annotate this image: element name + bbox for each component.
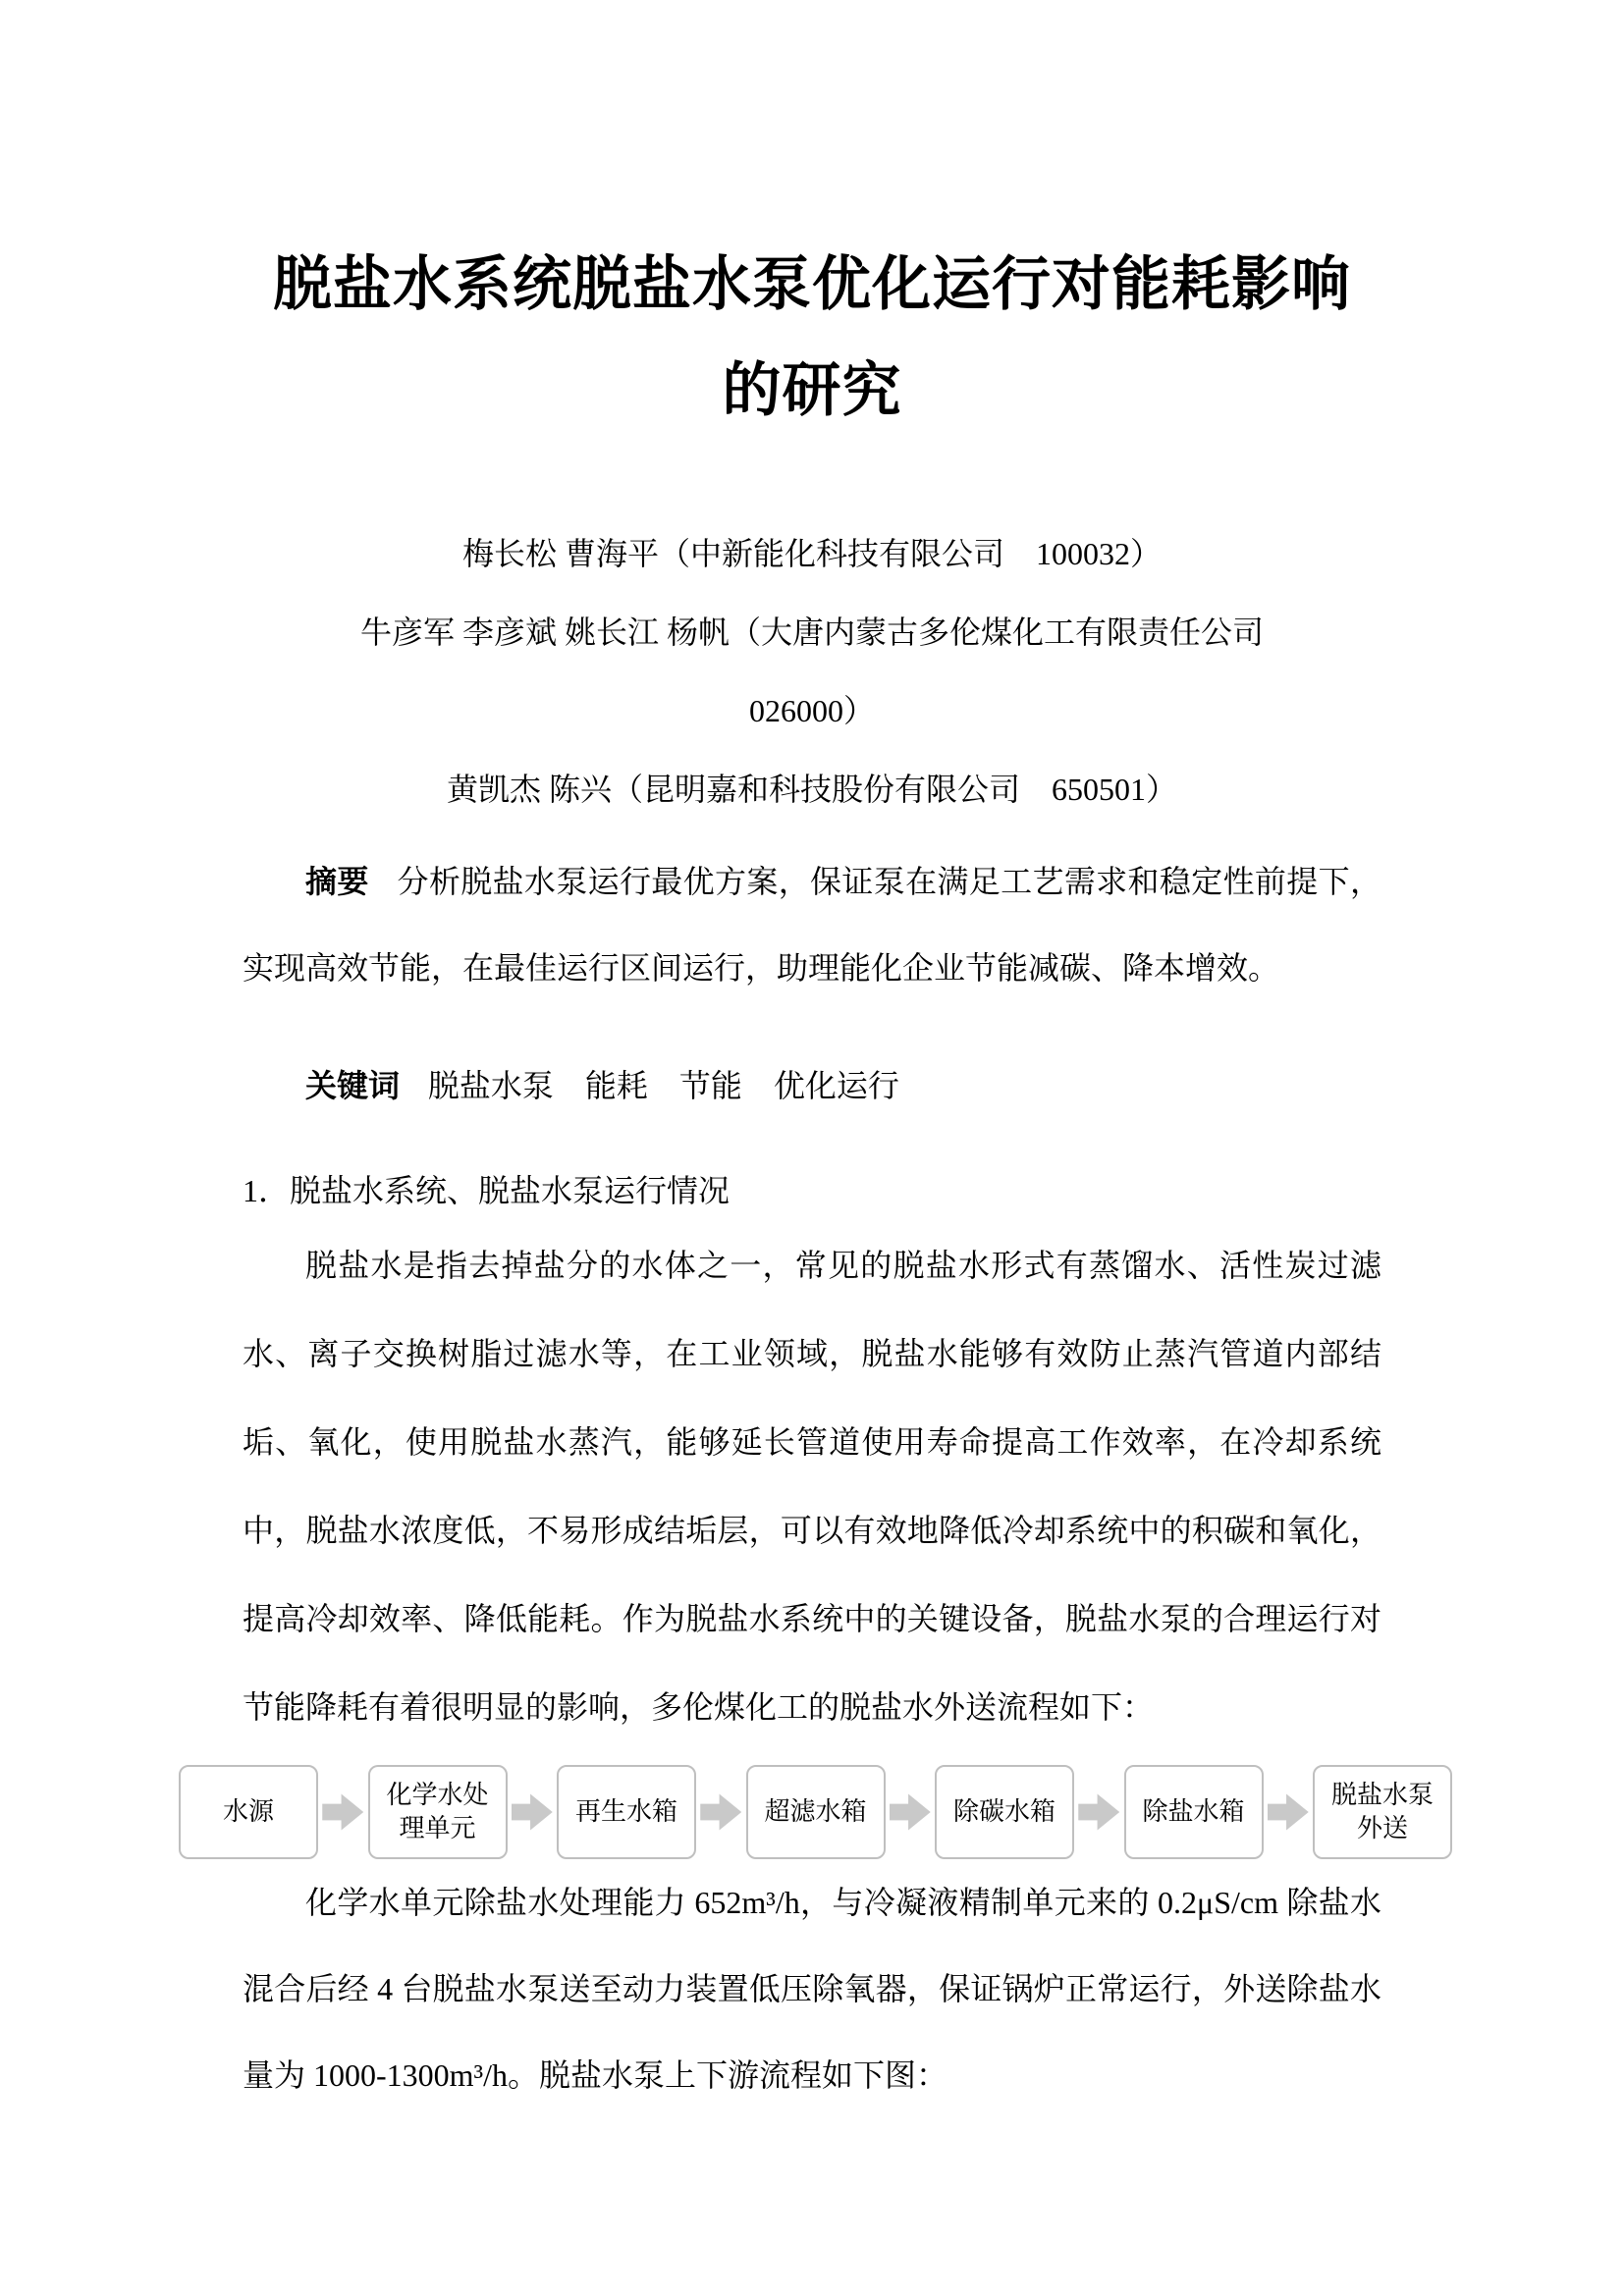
keywords-text: 脱盐水泵 能耗 节能 优化运行 — [427, 1068, 899, 1103]
flow-arrow-icon — [1078, 1790, 1119, 1834]
flow-arrow-icon — [890, 1790, 931, 1834]
body-paragraph-2: 化学水单元除盐水处理能力 652m³/h，与冷凝液精制单元来的 0.2μS/cm 除盐水混合后经 4 台脱盐水泵送至动力装置低压除氧器，保证锅炉正常运行，外送除盐水量为 1000-1300m³/h。脱盐水泵上下游流程如下图： — [243, 1885, 1381, 2093]
author-line: 026000） — [748, 693, 875, 728]
title-line-2: 的研究 — [722, 358, 902, 423]
author-block — [243, 514, 1381, 828]
flow-arrow-icon — [512, 1790, 553, 1834]
keywords-label: 关键词 — [305, 1068, 401, 1103]
author-line: 梅长松 曹海平（中新能化科技有限公司 100032） — [461, 536, 1162, 571]
title-line-1: 脱盐水系统脱盐水泵优化运行对能耗影响 — [273, 252, 1351, 317]
author-line: 黄凯杰 陈兴（昆明嘉和科技股份有限公司 650501） — [446, 772, 1177, 807]
flow-arrow-icon — [1268, 1790, 1309, 1834]
abstract-label: 摘要 — [305, 864, 369, 899]
body-paragraph-1: 脱盐水是指去掉盐分的水体之一，常见的脱盐水形式有蒸馏水、活性炭过滤水、离子交换树脂过滤水等，在工业领域，脱盐水能够有效防止蒸汽管道内部结垢、氧化，使用脱盐水蒸汽，能够延长管道使用寿命提高工作效率，在冷却系统中，脱盐水浓度低，不易形成结垢层，可以有效地降低冷却系统中的积碳和氧化，提高冷却效率、降低能耗。作为脱盐水系统中的关键设备，脱盐水泵的合理运行对节能降耗有着很明显的影响，多伦煤化工的脱盐水外送流程如下： — [243, 1248, 1381, 1725]
process-flowchart — [179, 1765, 1452, 1859]
flow-node-desalt-tank: 除盐水箱 — [1124, 1765, 1264, 1859]
flow-node-water-source: 水源 — [179, 1765, 318, 1859]
author-line: 牛彦军 李彦斌 姚长江 杨帆（大唐内蒙古多伦煤化工有限责任公司 — [359, 614, 1264, 650]
flow-node-regen-tank: 再生水箱 — [557, 1765, 696, 1859]
page-title — [243, 0, 1381, 444]
flow-node-chemical-unit: 化学水处理单元 — [368, 1765, 508, 1859]
flow-node-decarbon-tank: 除碳水箱 — [935, 1765, 1074, 1859]
abstract-paragraph — [243, 838, 1381, 1011]
flow-node-ultrafilter-tank: 超滤水箱 — [746, 1765, 886, 1859]
abstract-text: 分析脱盐水泵运行最优方案，保证泵在满足工艺需求和稳定性前提下，实现高效节能，在最佳运行区间运行，助理能化企业节能减碳、降本增效。 — [243, 864, 1381, 986]
section-heading-1: 1．脱盐水系统、脱盐水泵运行情况 — [243, 1173, 731, 1208]
keywords-line — [243, 1042, 1381, 1129]
flow-arrow-icon — [322, 1790, 363, 1834]
flow-node-pump-outlet: 脱盐水泵外送 — [1313, 1765, 1452, 1859]
flow-arrow-icon — [700, 1790, 741, 1834]
